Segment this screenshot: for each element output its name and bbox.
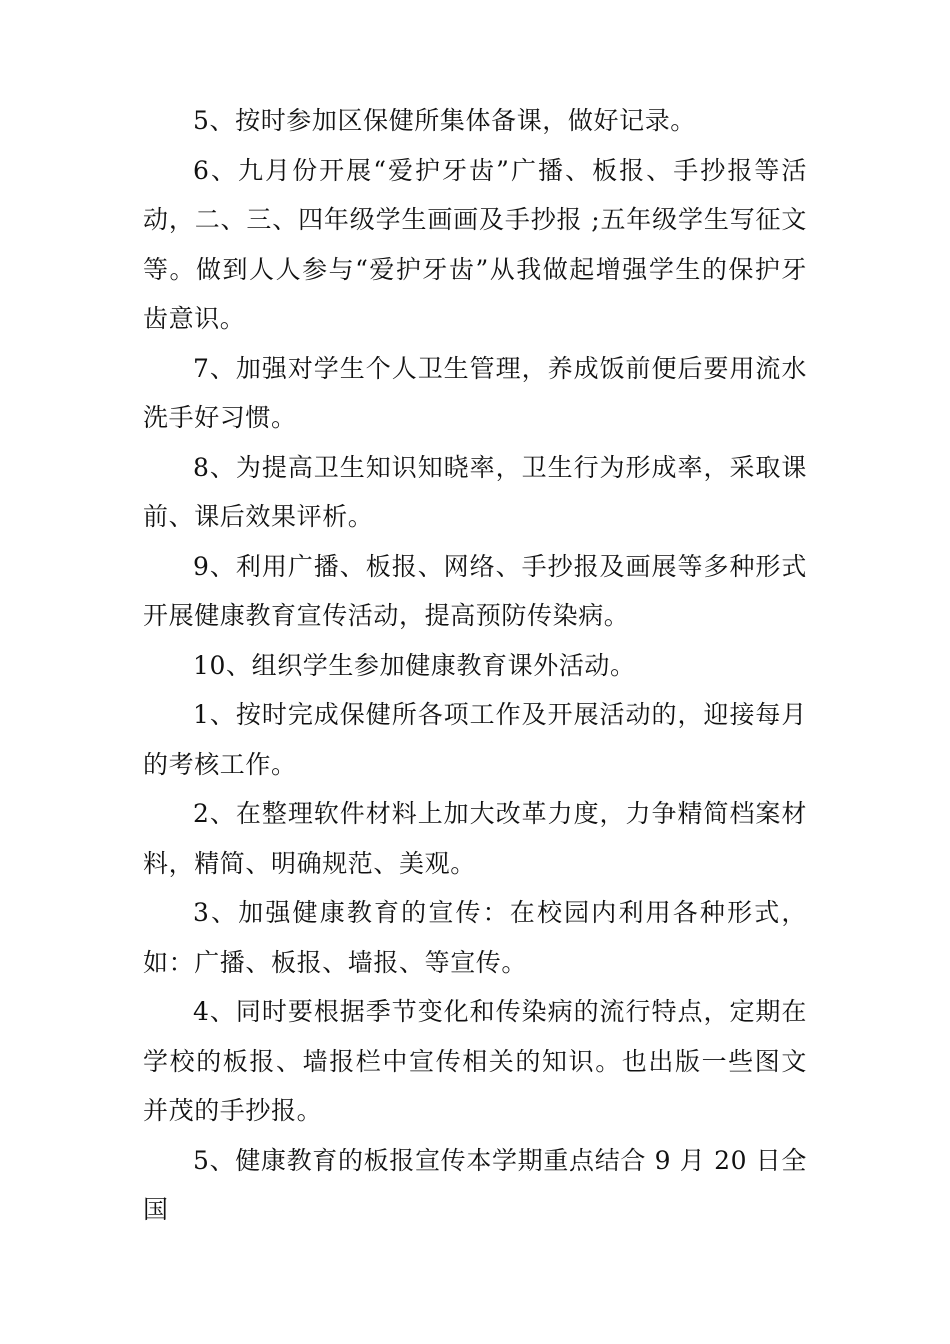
paragraph-item-9-publicity: 9、利用广播、板报、网络、手抄报及画展等多种形式开展健康教育宣传活动，提高预防传染病。 — [143, 551, 807, 630]
paragraph-item-8-knowledge-rate: 8、为提高卫生知识知晓率，卫生行为形成率，采取课前、课后效果评析。 — [143, 452, 807, 531]
paragraph-item-3-campus-publicity: 3、加强健康教育的宣传：在校园内利用各种形式，如：广播、板报、墙报、等宣传。 — [143, 898, 807, 977]
paragraph-item-5-prep: 5、按时参加区保健所集体备课，做好记录。 — [193, 106, 696, 135]
paragraph-item-5-blackboard: 5、健康教育的板报宣传本学期重点结合 9 月 20 日全国 — [143, 1145, 807, 1224]
paragraph-item-6-teeth-care: 6、九月份开展“爱护牙齿”广播、板报、手抄报等活动，二、三、四年级学生画画及手抄报 ;五年级学生写征文等。做到人人参与“爱护牙齿”从我做起增强学生的保护牙齿意识。 — [143, 155, 807, 333]
paragraph-item-4-seasonal: 4、同时要根据季节变化和传染病的流行特点，定期在学校的板报、墙报栏中宣传相关的知识。也出版一些图文并茂的手抄报。 — [143, 997, 807, 1125]
paragraph-item-7-hygiene: 7、加强对学生个人卫生管理，养成饭前便后要用流水洗手好习惯。 — [143, 353, 807, 432]
document-body — [143, 96, 807, 1235]
paragraph-item-10-activities: 10、组织学生参加健康教育课外活动。 — [193, 650, 636, 680]
paragraph-item-1-tasks: 1、按时完成保健所各项工作及开展活动的，迎接每月的考核工作。 — [143, 700, 807, 779]
paragraph-item-2-materials: 2、在整理软件材料上加大改革力度，力争精简档案材料，精简、明确规范、美观。 — [143, 799, 807, 878]
